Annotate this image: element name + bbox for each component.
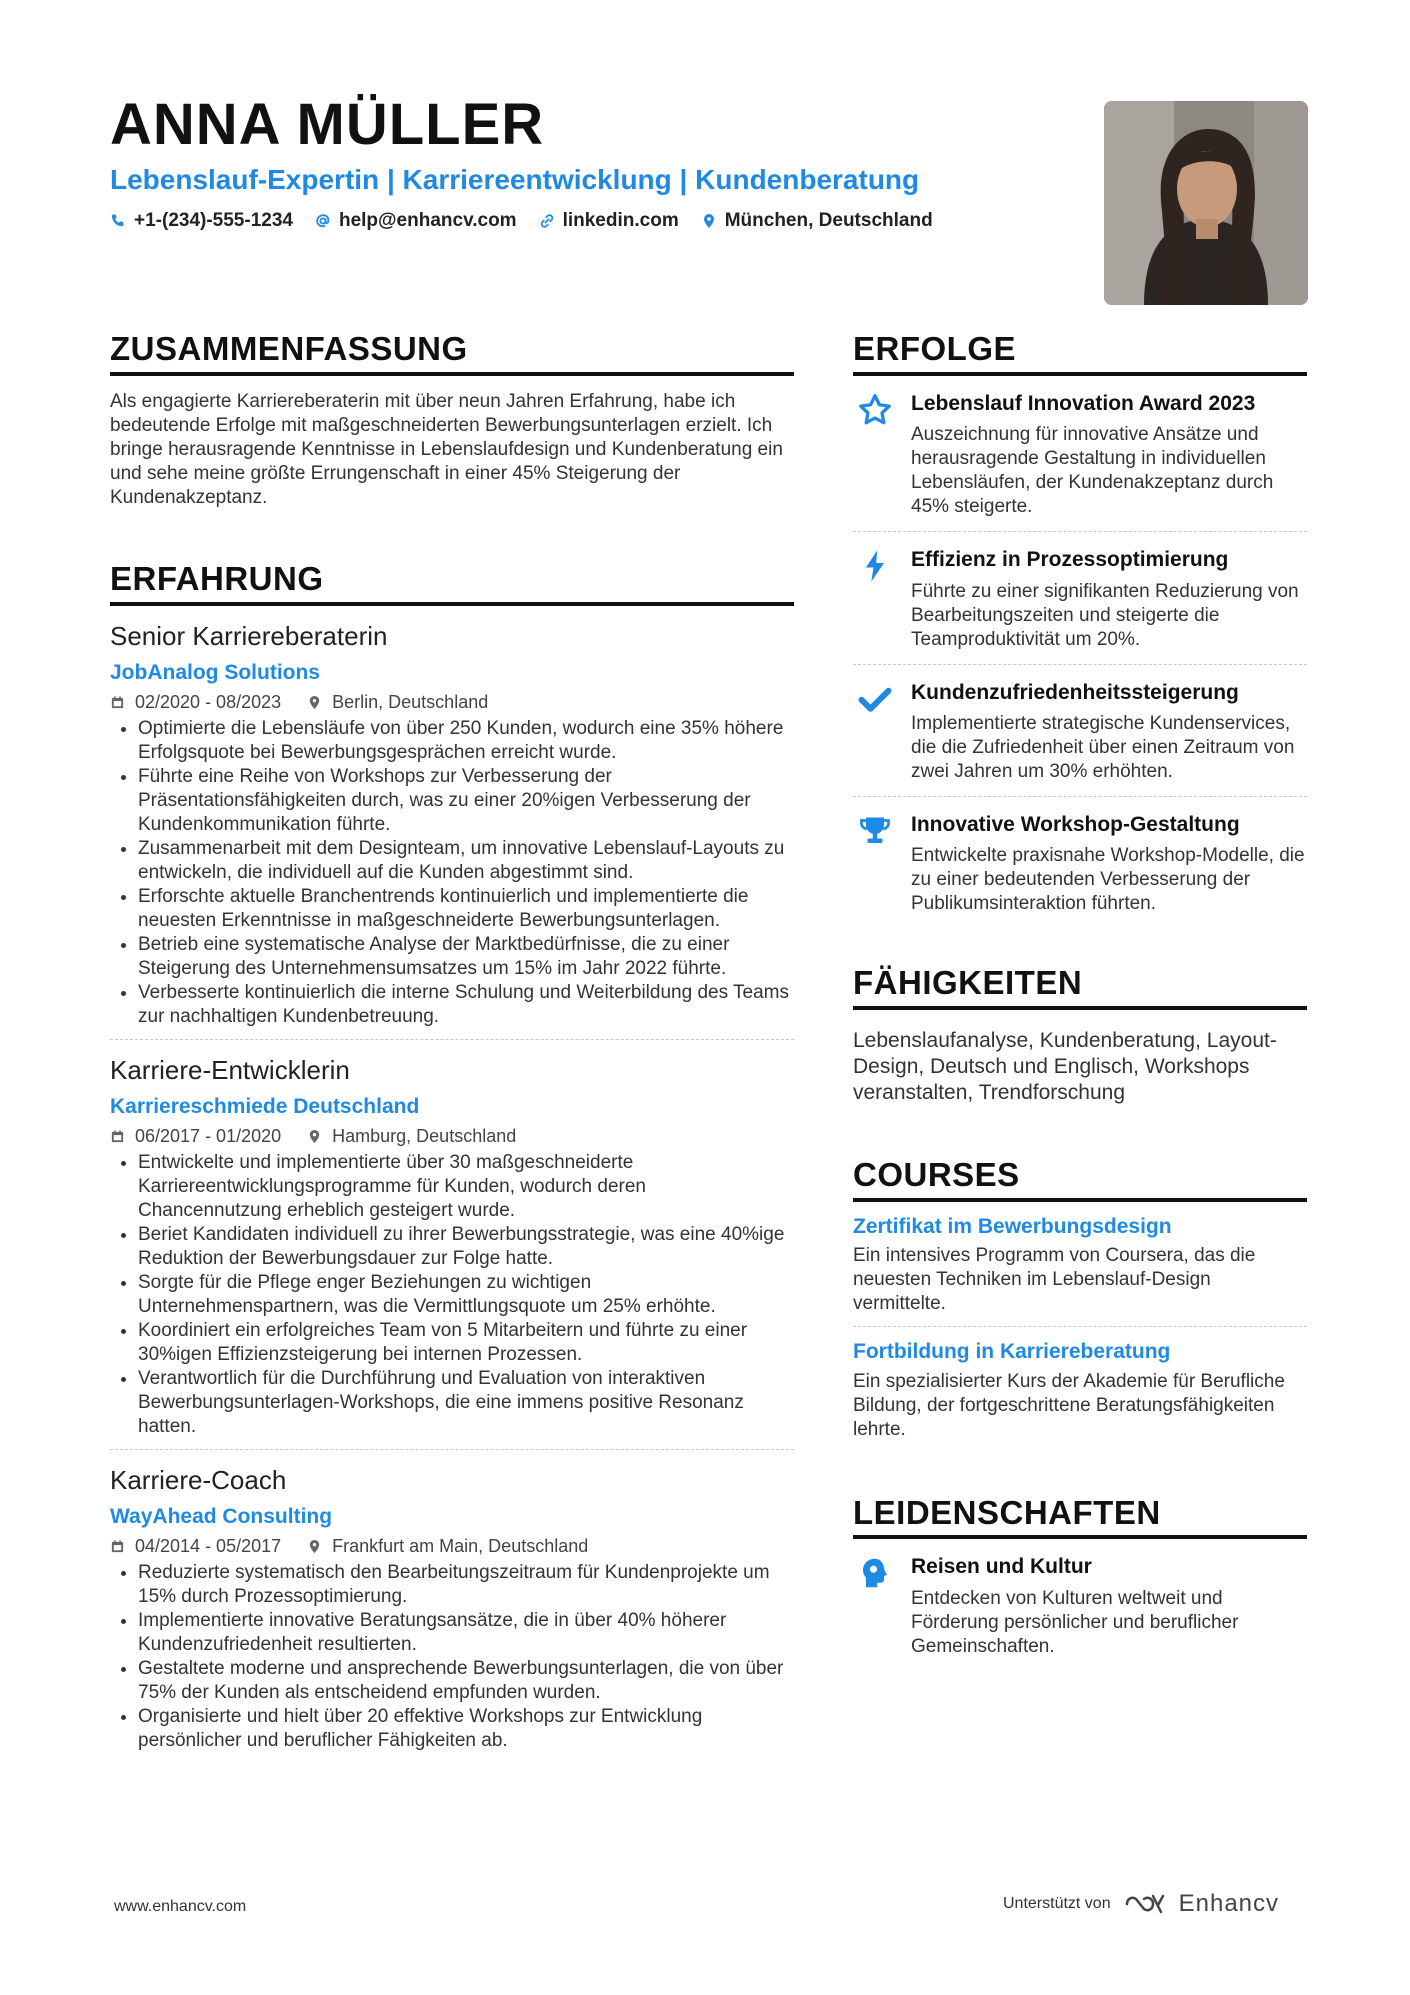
job-dates [110, 692, 281, 713]
map-pin-icon [307, 695, 322, 710]
map-pin-icon [307, 1539, 322, 1554]
contact-email[interactable] [315, 210, 517, 232]
skills-text: Lebenslaufanalyse, Kundenberatung, Layout-Design, Deutsch und Englisch, Workshops veranstalten, Trendforschung [853, 1029, 1277, 1105]
achievement-item [853, 376, 1307, 532]
course-item [853, 1202, 1307, 1327]
job-bullet: • Gestaltete moderne und ansprechende Bewerbungsunterlagen, die von über 75% der Kunden als entscheidend empfunden wurden. [138, 1657, 794, 1705]
job-title: Karriere-Coach [110, 1464, 287, 1495]
job-dates-text: 02/2020 - 08/2023 [135, 691, 282, 712]
passion-desc: Entdecken von Kulturen weltweit und Förderung persönlicher und beruflicher Gemeinschaften. [911, 1587, 1239, 1657]
achievement-title: Effizienz in Prozessoptimierung [911, 548, 1229, 572]
achievement-desc: Entwickelte praxisnahe Workshop-Modelle, die zu einer bedeutenden Verbesserung der Publikumsinteraktion führten. [911, 845, 1305, 915]
achievements-list [853, 376, 1307, 928]
footer-powered-by [1003, 1890, 1279, 1918]
contact-bar [110, 210, 933, 232]
contact-phone[interactable] [110, 210, 293, 232]
calendar-icon [110, 1129, 125, 1144]
course-item [853, 1327, 1307, 1451]
job-bullet: • Betrieb eine systematische Analyse der Marktbedürfnisse, die zu einer Steigerung des Unternehmensumsatzes um 15% im Jahr 2022 führte. [138, 933, 794, 981]
passions-heading: LEIDENSCHAFTEN [853, 1494, 1307, 1540]
course-title: Zertifikat im Bewerbungsdesign [853, 1215, 1172, 1238]
brand-name: Enhancv [1178, 1890, 1280, 1917]
job-bullet: • Führte eine Reihe von Workshops zur Verbesserung der Präsentationsfähigkeiten durch, was zu einer 20%igen Verbesserung der Kundenkommunikation führte. [138, 765, 794, 837]
job-bullet: • Sorgte für die Pflege enger Beziehungen zu wichtigen Unternehmenspartnern, was die Vermittlungsquote um 25% erhöhte. [138, 1271, 794, 1319]
trophy-icon [853, 811, 897, 916]
job-bullet: • Zusammenarbeit mit dem Designteam, um innovative Lebenslauf-Layouts zu entwickeln, die individuell auf die Kunden abgestimmt sind. [138, 837, 794, 885]
passion-title: Reisen und Kultur [911, 1555, 1092, 1579]
skills-heading: FÄHIGKEITEN [853, 964, 1307, 1010]
experience-entry [110, 1450, 794, 1763]
bolt-icon [853, 546, 897, 651]
job-location [307, 1126, 516, 1147]
passion-item [853, 1539, 1307, 1670]
job-bullet: • Verantwortlich für die Durchführung und Evaluation von interaktiven Bewerbungsunterlagen-Workshops, die eine immens positive Resonanz hatten. [138, 1367, 794, 1439]
achievement-desc: Implementierte strategische Kundenservices, die die Zufriedenheit über einen Zeitraum von zwei Jahren um 30% erhöhten. [911, 712, 1295, 782]
job-dates-text: 04/2014 - 05/2017 [135, 1536, 282, 1557]
contact-location-text: München, Deutschland [724, 210, 933, 231]
achievement-item [853, 665, 1307, 797]
job-bullet: • Implementierte innovative Beratungsansätze, die in über 40% höherer Kundenzufriedenheit resultierten. [138, 1609, 794, 1657]
job-bullet: • Beriet Kandidaten individuell zu ihrer Bewerbungsstrategie, was eine 40%ige Reduktion der Bewerbungsdauer zur Folge hatte. [138, 1223, 794, 1271]
passions-list [853, 1539, 1307, 1670]
job-company: Karriereschmiede Deutschland [110, 1094, 420, 1118]
contact-phone-text: +1-(234)-555-1234 [134, 210, 293, 231]
job-dates [110, 1536, 281, 1557]
job-bullets [110, 1151, 794, 1439]
calendar-icon [110, 1539, 125, 1554]
candidate-headline: Lebenslauf-Expertin | Karriereentwicklung | Kundenberatung [110, 164, 920, 195]
job-bullet: • Reduzierte systematisch den Bearbeitungszeitraum für Kundenprojekte um 15% durch Prozessoptimierung. [138, 1561, 794, 1609]
courses-list [853, 1202, 1307, 1452]
contact-location [701, 210, 933, 232]
job-bullet: • Optimierte die Lebensläufe von über 250 Kunden, wodurch eine 35% höhere Erfolgsquote bei Bewerbungsgesprächen erreicht wurde. [138, 717, 794, 765]
achievement-item [853, 797, 1307, 928]
experience-list [110, 606, 794, 1763]
course-title: Fortbildung in Karriereberatung [853, 1340, 1171, 1364]
job-bullet: • Entwickelte und implementierte über 30 maßgeschneiderte Karriereentwicklungsprogramme für Kunden, wodurch deren Chancennutzung erheblich gesteigert wurde. [138, 1151, 794, 1223]
link-icon [539, 213, 555, 229]
job-meta [110, 1126, 794, 1147]
candidate-name: ANNA MÜLLER [110, 92, 545, 157]
enhancv-logo-icon [1123, 1892, 1167, 1916]
left-column [110, 330, 794, 1763]
calendar-icon [110, 695, 125, 710]
contact-linkedin-text: linkedin.com [562, 210, 679, 231]
job-location-text: Frankfurt am Main, Deutschland [332, 1536, 589, 1557]
experience-entry [110, 1040, 794, 1450]
job-location-text: Berlin, Deutschland [332, 691, 489, 712]
job-dates [110, 1126, 281, 1147]
job-bullet: • Organisierte und hielt über 20 effektive Workshops zur Entwicklung persönlicher und beruflicher Fähigkeiten ab. [138, 1705, 794, 1753]
experience-heading: ERFAHRUNG [110, 560, 794, 606]
job-location-text: Hamburg, Deutschland [332, 1125, 517, 1146]
job-bullet: • Koordiniert ein erfolgreiches Team von 5 Mitarbeitern und führte zu einer 30%igen Effizienzsteigerung bei internen Prozessen. [138, 1319, 794, 1367]
map-pin-icon [701, 213, 717, 229]
achievement-title: Innovative Workshop-Gestaltung [911, 812, 1240, 836]
experience-entry [110, 606, 794, 1040]
achievement-title: Lebenslauf Innovation Award 2023 [911, 391, 1256, 415]
check-icon [853, 679, 897, 784]
achievements-heading: ERFOLGE [853, 330, 1307, 376]
job-location [307, 692, 488, 713]
footer-url[interactable]: www.enhancv.com [114, 1898, 247, 1915]
contact-linkedin[interactable] [539, 210, 679, 232]
course-desc: Ein intensives Programm von Coursera, das die neuesten Techniken im Lebenslauf-Design vermittelte. [853, 1245, 1256, 1315]
achievement-desc: Führte zu einer signifikanten Reduzierung von Bearbeitungszeiten und steigerte die Teamproduktivität um 20%. [911, 580, 1299, 650]
phone-icon [110, 213, 126, 229]
course-desc: Ein spezialisierter Kurs der Akademie für Berufliche Bildung, der fortgeschrittene Beratungsfähigkeiten lehrte. [853, 1370, 1285, 1440]
contact-email-text: help@enhancv.com [338, 210, 517, 231]
right-column [853, 330, 1307, 1671]
courses-heading: COURSES [853, 1156, 1307, 1202]
job-bullets [110, 717, 794, 1029]
head-icon [853, 1553, 897, 1658]
job-meta [110, 1536, 794, 1557]
job-location [307, 1536, 588, 1557]
map-pin-icon [307, 1129, 322, 1144]
job-title: Senior Karriereberaterin [110, 620, 388, 651]
achievement-desc: Auszeichnung für innovative Ansätze und herausragende Gestaltung in individuellen Lebensläufen, der Kundenakzeptanz durch 45% steigerte. [911, 424, 1274, 518]
job-dates-text: 06/2017 - 01/2020 [135, 1125, 282, 1146]
job-meta [110, 692, 794, 713]
job-bullet: • Verbesserte kontinuierlich die interne Schulung und Weiterbildung des Teams zur nachhaltigen Kundenbetreuung. [138, 981, 794, 1029]
star-icon [853, 390, 897, 519]
achievement-item [853, 532, 1307, 664]
summary-heading: ZUSAMMENFASSUNG [110, 330, 794, 376]
job-company: WayAhead Consulting [110, 1504, 333, 1528]
powered-by-text: Unterstützt von [1003, 1895, 1111, 1912]
job-bullets [110, 1561, 794, 1753]
at-icon [315, 213, 331, 229]
job-title: Karriere-Entwicklerin [110, 1054, 350, 1085]
achievement-title: Kundenzufriedenheitssteigerung [911, 680, 1239, 704]
profile-photo [1104, 101, 1308, 305]
summary-text: Als engagierte Karriereberaterin mit über neun Jahren Erfahrung, habe ich bedeutende Erfolge mit maßgeschneiderten Bewerbungsunterlagen erzielt. Ich bringe herausragende Kenntnisse in Lebenslaufdesign und Kundenberatung ein und sehe meine größte Errungenschaft in einer 45% Steigerung der Kundenakzeptanz. [110, 390, 783, 508]
job-bullet: • Erforschte aktuelle Branchentrends kontinuierlich und implementierte die neuesten Erkenntnisse in maßgeschneiderte Bewerbungsunterlagen. [138, 885, 794, 933]
job-company: JobAnalog Solutions [110, 660, 320, 684]
